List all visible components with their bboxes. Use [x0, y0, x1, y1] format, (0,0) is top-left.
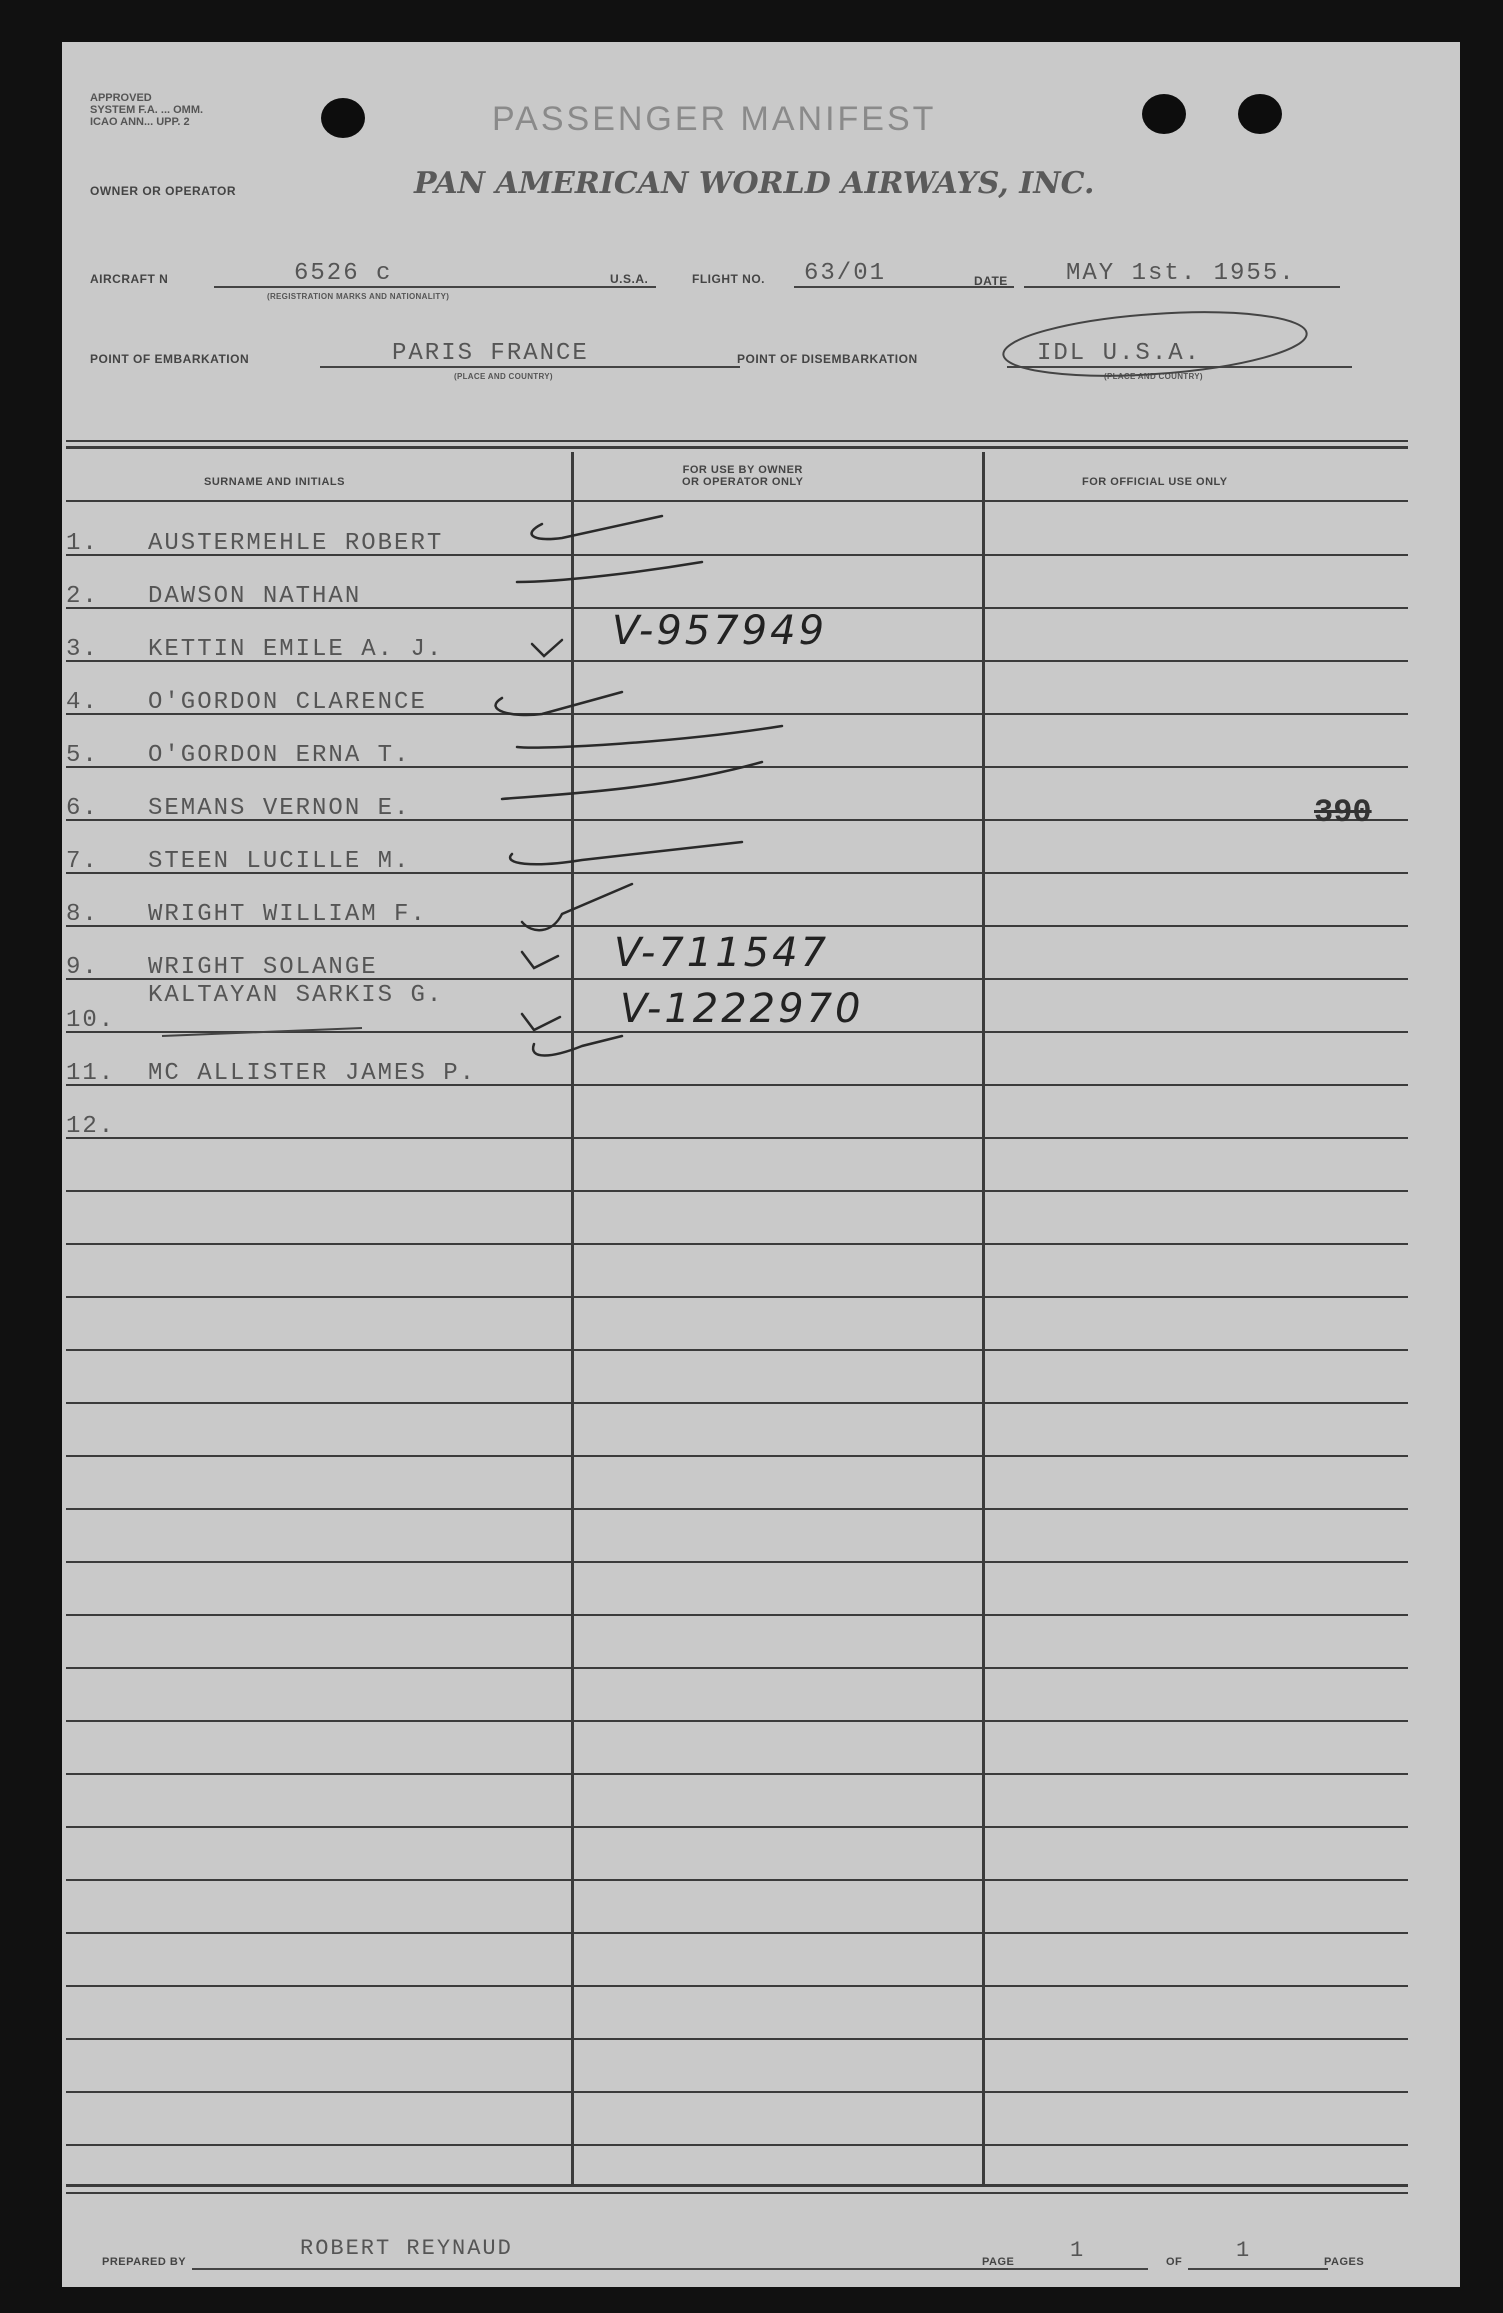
aircraft-sub: (REGISTRATION MARKS AND NATIONALITY)	[267, 292, 450, 301]
ruled-line	[66, 1508, 1408, 1510]
column-official: FOR OFFICIAL USE ONLY	[1082, 476, 1228, 488]
embark-sub: (PLACE AND COUNTRY)	[454, 372, 553, 381]
aircraft-value: 6526 c	[294, 260, 393, 287]
visa-number: V-1222970	[620, 986, 864, 1032]
row-number: 11.	[66, 1060, 116, 1087]
column-surname: SURNAME AND INITIALS	[204, 476, 345, 488]
passenger-name: MC ALLISTER JAMES P.	[148, 1060, 477, 1087]
ruled-line	[66, 1455, 1408, 1457]
ruled-line	[66, 1879, 1408, 1881]
prepared-value: ROBERT REYNAUD	[300, 2236, 513, 2261]
ruled-line	[66, 1826, 1408, 1828]
passenger-name: KETTIN EMILE A. J.	[148, 636, 444, 663]
row-number: 7.	[66, 848, 99, 875]
form-title: PASSENGER MANIFEST	[492, 100, 937, 138]
ruled-line	[66, 2091, 1408, 2093]
approved-line: ICAO ANN... UPP. 2	[90, 116, 190, 128]
ruled-line	[66, 2144, 1408, 2146]
row-number: 3.	[66, 636, 99, 663]
visa-number: V-711547	[614, 930, 830, 976]
passenger-name: WRIGHT SOLANGE	[148, 954, 378, 981]
ruled-line	[66, 1243, 1408, 1245]
passenger-name: AUSTERMEHLE ROBERT	[148, 530, 444, 557]
of-label: OF	[1166, 2256, 1183, 2268]
passenger-name: WRIGHT WILLIAM F.	[148, 901, 427, 928]
visa-number: V-957949	[612, 608, 828, 654]
date-value: MAY 1st. 1955.	[1066, 260, 1296, 287]
flight-label: FLIGHT NO.	[692, 272, 765, 286]
row-number: 8.	[66, 901, 99, 928]
ruled-line	[66, 1720, 1408, 1722]
usa-label: U.S.A.	[610, 272, 649, 286]
official-mark: 390	[1314, 794, 1372, 831]
disembark-value: IDL U.S.A.	[1037, 340, 1202, 367]
company-name: PAN AMERICAN WORLD AIRWAYS, INC.	[414, 166, 1095, 201]
row-number: 12.	[66, 1113, 116, 1140]
flight-value: 63/01	[804, 260, 887, 287]
page-value: 1	[1070, 2238, 1086, 2263]
row-number: 2.	[66, 583, 99, 610]
row-number: 10.	[66, 1007, 116, 1034]
ruled-line	[66, 1773, 1408, 1775]
passenger-name: SEMANS VERNON E.	[148, 795, 411, 822]
date-label: DATE	[974, 274, 1008, 288]
embark-label: POINT OF EMBARKATION	[90, 352, 250, 366]
ruled-line	[66, 1561, 1408, 1563]
aircraft-label: AIRCRAFT N	[90, 272, 169, 286]
passenger-name: O'GORDON ERNA T.	[148, 742, 411, 769]
disembark-label: POINT OF DISEMBARKATION	[737, 352, 918, 366]
row-number: 1.	[66, 530, 99, 557]
ruled-line	[66, 1932, 1408, 1934]
ruled-line	[66, 1349, 1408, 1351]
ruled-line	[66, 1402, 1408, 1404]
passenger-name: STEEN LUCILLE M.	[148, 848, 411, 875]
disembark-sub: (PLACE AND COUNTRY)	[1104, 372, 1203, 381]
owner-label: OWNER OR OPERATOR	[90, 184, 237, 198]
ruled-line	[66, 1667, 1408, 1669]
owner-use-line: FOR USE BY OWNER	[682, 464, 803, 476]
row-number: 6.	[66, 795, 99, 822]
approved-line: APPROVED	[90, 92, 152, 104]
page-label: PAGE	[982, 2256, 1015, 2268]
embark-value: PARIS FRANCE	[392, 340, 589, 367]
row-number: 4.	[66, 689, 99, 716]
ruled-line	[66, 2038, 1408, 2040]
prepared-label: PREPARED BY	[102, 2256, 187, 2268]
owner-use-line: OR OPERATOR ONLY	[682, 476, 804, 488]
manifest-sheet	[62, 42, 1460, 2287]
passenger-name: O'GORDON CLARENCE	[148, 689, 427, 716]
row-number: 9.	[66, 954, 99, 981]
ruled-line	[66, 1614, 1408, 1616]
ruled-line	[66, 1985, 1408, 1987]
of-value: 1	[1236, 2238, 1252, 2263]
pages-label: PAGES	[1324, 2256, 1365, 2268]
ruled-line	[66, 1296, 1408, 1298]
passenger-name: DAWSON NATHAN	[148, 583, 362, 610]
row-number: 5.	[66, 742, 99, 769]
passenger-name: KALTAYAN SARKIS G.	[148, 982, 444, 1009]
approved-line: SYSTEM F.A. ... OMM.	[90, 104, 204, 116]
